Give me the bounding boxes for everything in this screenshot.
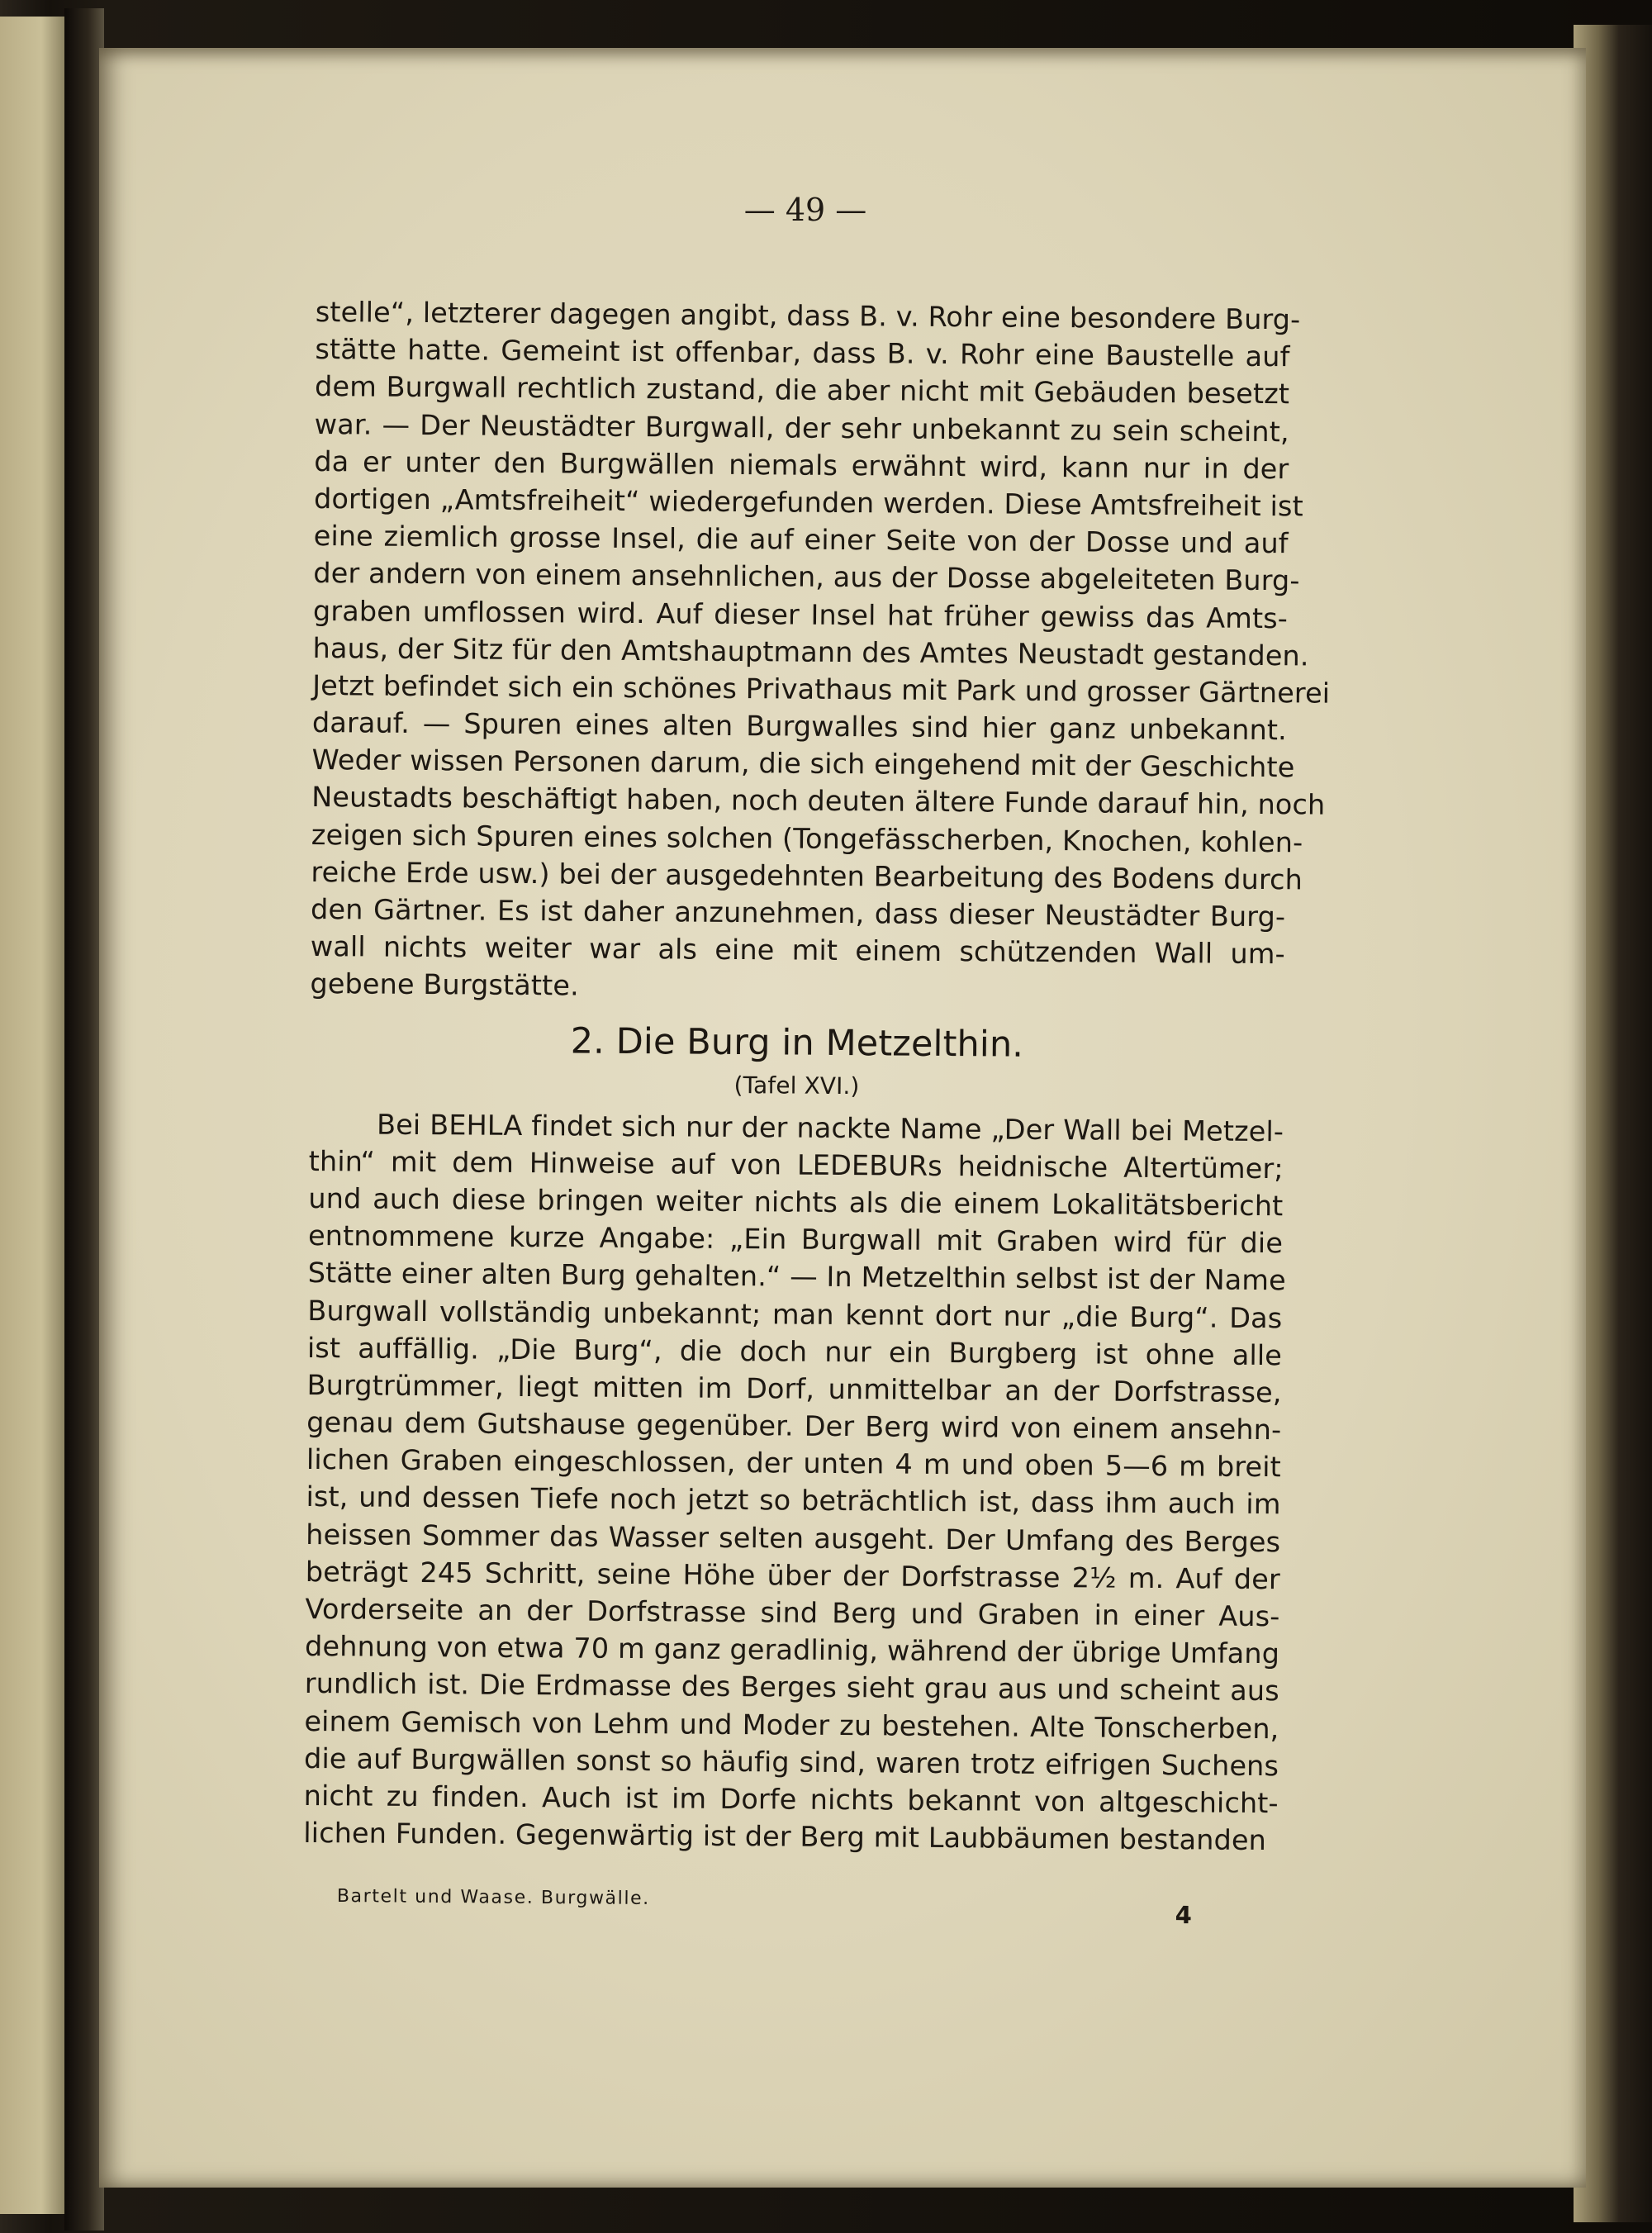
paragraph-1: [310, 293, 1331, 1010]
text-line: Jetzt befindet sich ein schönes Privathaus mit Park und grosser Gärtnerei: [312, 668, 1331, 710]
text-line: thin“ mit dem Hinweise auf von LEDEBURs heidnische Altertümer;: [308, 1144, 1284, 1185]
text-line: stätte hatte. Gemeint ist offenbar, dass B. v. Rohr eine Baustelle auf: [315, 333, 1290, 373]
text-line: Vorderseite an der Dorfstrasse sind Berg und Graben in einer Aus-: [305, 1592, 1280, 1633]
section-heading: 2. Die Burg in Metzelthin.: [570, 1020, 1024, 1066]
text-line: da er unter den Burgwällen niemals erwähnt wird, kann nur in der: [314, 444, 1289, 486]
text-line: ist, und dessen Tiefe noch jetzt so beträchtlich ist, dass ihm auch im: [306, 1480, 1281, 1521]
text-line: stelle“, letzterer dagegen angibt, dass B. v. Rohr eine besondere Burg-: [315, 295, 1301, 336]
text-line: entnommene kurze Angabe: „Ein Burgwall mit Graben wird für die: [307, 1219, 1284, 1260]
paragraph-2: [303, 1105, 1284, 1860]
text-line: nicht zu finden. Auch ist im Dorfe nichts bekannt von altgeschicht-: [303, 1779, 1279, 1820]
text-line: dehnung von etwa 70 m ganz geradlinig, während der übrige Umfang: [304, 1630, 1280, 1670]
text-line: Weder wissen Personen darum, die sich eingehend mit der Geschichte: [311, 744, 1295, 784]
text-line: reiche Erde usw.) bei der ausgedehnten Bearbeitung des Bodens durch: [311, 855, 1303, 896]
text-line: Bei BEHLA findet sich nur der nackte Name „Der Wall bei Metzel-: [376, 1108, 1284, 1147]
section-subheading: (Tafel XVI.): [733, 1071, 860, 1100]
text-line: einem Gemisch von Lehm und Moder zu bestehen. Alte Tonscherben,: [304, 1704, 1279, 1745]
book-spine: [64, 8, 104, 2231]
text-line: lichen Funden. Gegenwärtig ist der Berg mit Laubbäumen bestanden: [303, 1817, 1267, 1857]
text-line: Burgwall vollständig unbekannt; man kennt dort nur „die Burg“. Das: [307, 1294, 1283, 1334]
text-line: dem Burgwall rechtlich zustand, die aber nicht mit Gebäuden besetzt: [314, 370, 1290, 411]
previous-page-edge: [0, 17, 69, 2214]
page-number: — 49 —: [743, 192, 867, 228]
text-line: genau dem Gutshause gegenüber. Der Berg wird von einem ansehn-: [306, 1406, 1282, 1447]
text-line: rundlich ist. Die Erdmasse des Berges sieht grau aus und scheint aus: [304, 1667, 1279, 1708]
text-line: heissen Sommer das Wasser selten ausgeht. Der Umfang des Berges: [306, 1518, 1281, 1558]
text-line: lichen Graben eingeschlossen, der unten 4 m und oben 5—6 m breit: [306, 1443, 1282, 1484]
footer-source: Bartelt und Waase. Burgwälle.: [336, 1886, 650, 1909]
text-line: war. — Der Neustädter Burgwall, der sehr unbekannt zu sein scheint,: [314, 407, 1289, 448]
page-text: [303, 293, 1331, 1860]
text-line: der andern von einem ansehnlichen, aus der Dosse abgeleiteten Burg-: [313, 557, 1300, 597]
text-line: darauf. — Spuren eines alten Burgwalles sind hier ganz unbekannt.: [311, 706, 1288, 747]
text-line: eine ziemlich grosse Insel, die auf einer Seite von der Dosse und auf: [313, 520, 1289, 560]
text-line: die auf Burgwällen sonst so häufig sind, waren trotz eifrigen Suchens: [303, 1741, 1279, 1782]
text-line: den Gärtner. Es ist daher anzunehmen, dass dieser Neustädter Burg-: [310, 892, 1286, 934]
text-line: haus, der Sitz für den Amtshauptmann des Amtes Neustadt gestanden.: [312, 631, 1309, 672]
text-line: ist auffällig. „Die Burg“, die doch nur ein Burgberg ist ohne alle: [306, 1331, 1283, 1371]
text-line: beträgt 245 Schritt, seine Höhe über der Dorfstrasse 2½ m. Auf der: [305, 1555, 1280, 1596]
text-line: gebene Burgstätte.: [310, 967, 579, 1002]
text-line: dortigen „Amtsfreiheit“ wiedergefunden werden. Diese Amtsfreiheit ist: [313, 482, 1303, 523]
text-line: graben umflossen wird. Auf dieser Insel hat früher gewiss das Amts-: [312, 594, 1289, 634]
text-line: Stätte einer alten Burg gehalten.“ — In Metzelthin selbst ist der Name: [307, 1257, 1286, 1297]
text-line: Burgtrümmer, liegt mitten im Dorf, unmittelbar an der Dorfstrasse,: [306, 1368, 1282, 1409]
text-line: zeigen sich Spuren eines solchen (Tongefässcherben, Knochen, kohlen-: [311, 818, 1303, 859]
footer-signature: 4: [1175, 1900, 1193, 1930]
text-line: wall nichts weiter war als eine mit einem schützenden Wall um-: [310, 930, 1285, 971]
text-line: Neustadts beschäftigt haben, noch deuten ältere Funde darauf hin, noch: [311, 781, 1326, 822]
text-line: und auch diese bringen weiter nichts als die einem Lokalitätsbericht: [308, 1181, 1284, 1223]
